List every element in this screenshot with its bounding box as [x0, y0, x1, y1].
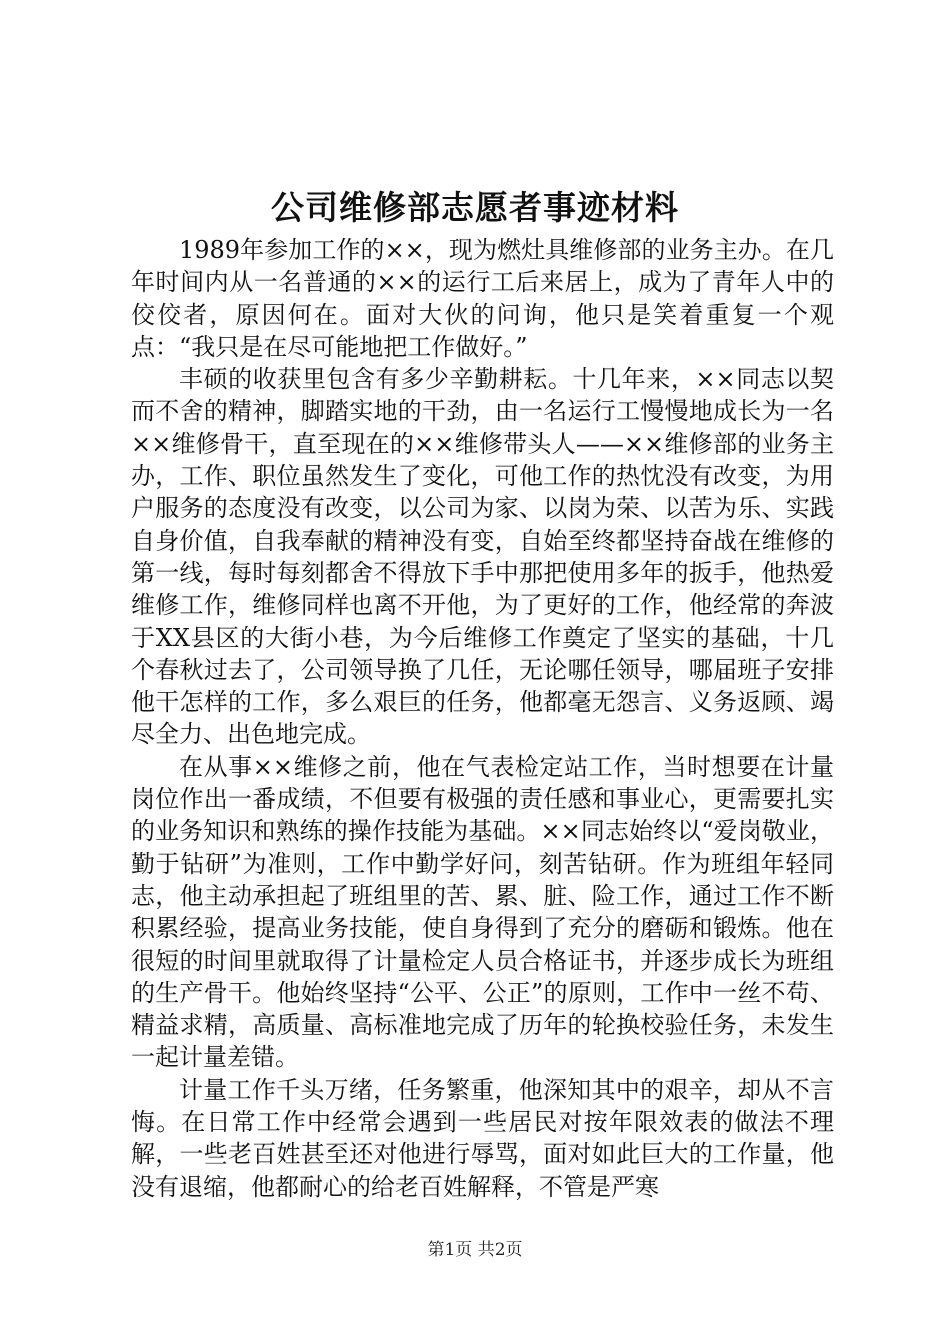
- paragraph-3: 在从事××维修之前，他在气表检定站工作，当时想要在计量岗位作出一番成绩，不但要有极强的责任感和事业心，更需要扎实的业务知识和熟练的操作技能为基础。××同志始终以“爱岗敬业，勤于钻研”为准则，工作中勤学好问，刻苦钻研。作为班组年轻同志，他主动承担起了班组里的苦、累、脏、险工作，通过工作不断积累经验，提高业务技能，使自身得到了充分的磨砺和锻炼。他在很短的时间里就取得了计量检定人员合格证书，并逐步成长为班组的生产骨干。他始终坚持“公平、公正”的原则，工作中一丝不苟、精益求精，高质量、高标准地完成了历年的轮换校验任务，未发生一起计量差错。: [131, 752, 834, 1072]
- page-number-footer: 第1页 共2页: [427, 1240, 523, 1260]
- paragraph-1: 1989年参加工作的××，现为燃灶具维修部的业务主办。在几年时间内从一名普通的××的运行工后来居上，成为了青年人中的佼佼者，原因何在。面对大伙的问询，他只是笑着重复一个观点：“我只是在尽可能地把工作做好。”: [131, 236, 834, 361]
- paragraph-4: 计量工作千头万绪，任务繁重，他深知其中的艰辛，却从不言悔。在日常工作中经常会遇到一些居民对按年限效表的做法不理解，一些老百姓甚至还对他进行辱骂，面对如此巨大的工作量，他没有退缩，他都耐心的给老百姓解释，不管是严寒: [131, 1075, 834, 1201]
- document-body: [131, 234, 834, 1203]
- paragraph-2: 丰硕的收获里包含有多少辛勤耕耘。十几年来，××同志以契而不舍的精神，脚踏实地的干劲，由一名运行工慢慢地成长为一名××维修骨干，直至现在的××维修带头人——××维修部的业务主办，工作、职位虽然发生了变化，可他工作的热忱没有改变，为用户服务的态度没有改变，以公司为家、以岗为荣、以苦为乐、实践自身价值，自我奉献的精神没有变，自始至终都坚持奋战在维修的第一线，每时每刻都舍不得放下手中那把使用多年的扳手，他热爱维修工作，维修同样也离不开他，为了更好的工作，他经常的奔波于XX县区的大街小巷，为今后维修工作奠定了坚实的基础，十几个春秋过去了，公司领导换了几任，无论哪任领导，哪届班子安排他干怎样的工作，多么艰巨的任务，他都毫无怨言、义务返顾、竭尽全力、出色地完成。: [131, 365, 834, 749]
- page-title: 公司维修部志愿者事迹材料: [271, 188, 679, 227]
